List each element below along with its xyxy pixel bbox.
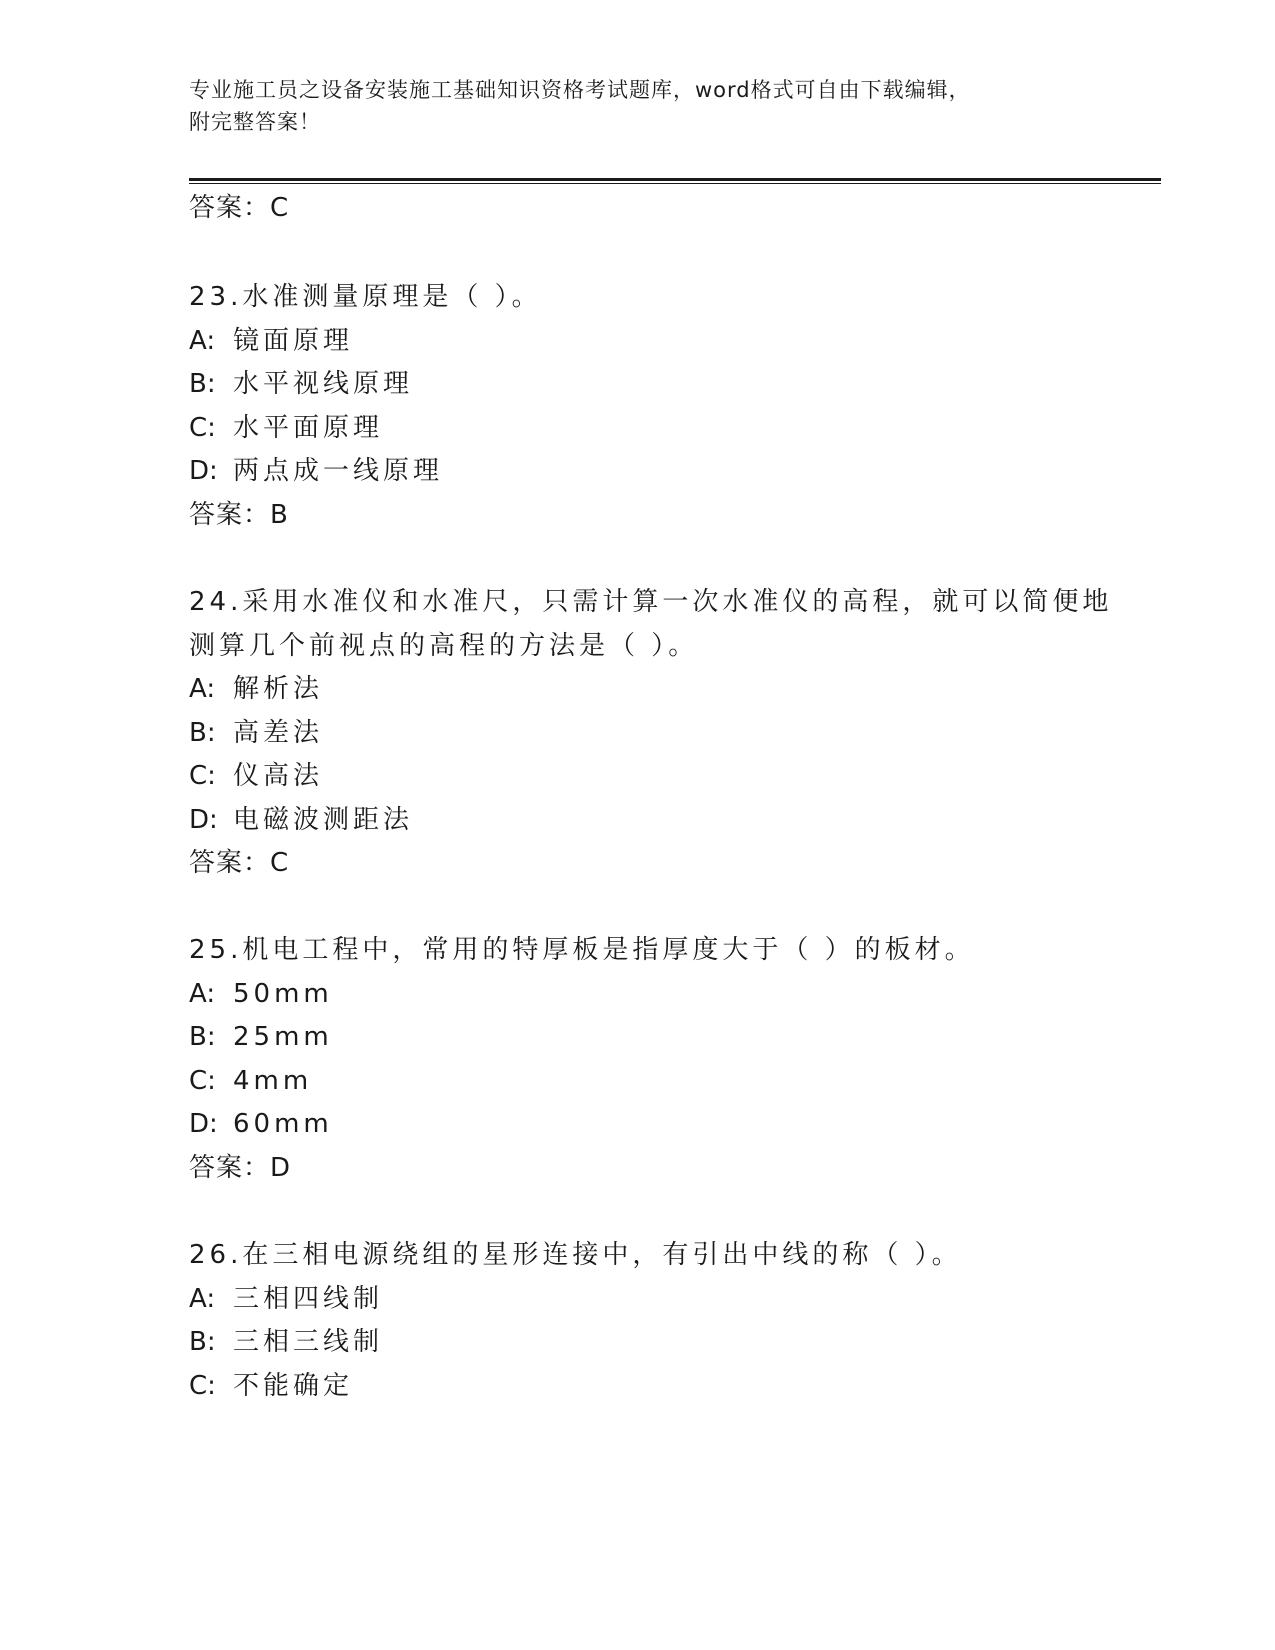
question-25-answer: 答案：D [189, 1153, 292, 1183]
option-text: 电磁波测距法 [233, 805, 414, 835]
question-26-stem: 26.在三相电源绕组的星形连接中，有引出中线的称（ ）。 [189, 1240, 962, 1270]
option-text: 水平面原理 [233, 413, 384, 443]
option-text: 仪高法 [233, 761, 324, 791]
option-letter: A: [189, 979, 216, 1009]
option-text: 不能确定 [233, 1371, 354, 1401]
question-23-option-d [189, 455, 443, 487]
question-23-option-b [189, 368, 413, 400]
option-letter: B: [189, 1022, 216, 1052]
header-divider-thin [189, 183, 1161, 184]
header-divider-thick [189, 178, 1161, 181]
document-header [189, 74, 1089, 138]
option-letter: B: [189, 1327, 216, 1357]
option-text: 60mm [233, 1109, 333, 1139]
option-letter: C: [189, 761, 216, 791]
question-26-option-c [189, 1370, 353, 1402]
question-25-option-c [189, 1065, 312, 1097]
option-text: 50mm [233, 979, 333, 1009]
option-letter: D: [189, 1109, 218, 1139]
previous-answer: 答案：C [189, 193, 290, 223]
question-24-stem-line-1: 24.采用水准仪和水准尺，只需计算一次水准仪的高程，就可以简便地 [189, 587, 1113, 617]
option-text: 解析法 [233, 674, 324, 704]
question-23-option-c [189, 412, 383, 444]
question-23-option-a [189, 325, 353, 357]
question-23-stem: 23.水准测量原理是（ ）。 [189, 282, 542, 312]
question-26-option-a [189, 1283, 383, 1315]
question-25-option-b [189, 1021, 333, 1053]
header-line-1: 专业施工员之设备安装施工基础知识资格考试题库，word格式可自由下载编辑， [189, 78, 971, 102]
option-letter: B: [189, 718, 216, 748]
option-text: 三相四线制 [233, 1284, 384, 1314]
question-24-option-c [189, 760, 323, 792]
option-text: 25mm [233, 1022, 333, 1052]
option-text: 镜面原理 [233, 326, 354, 356]
option-letter: D: [189, 805, 218, 835]
question-25-option-a [189, 978, 333, 1010]
question-25-option-d [189, 1108, 333, 1140]
question-23-answer: 答案：B [189, 500, 289, 530]
question-26-option-b [189, 1326, 383, 1358]
question-24-option-a [189, 673, 323, 705]
question-24-answer: 答案：C [189, 848, 290, 878]
option-letter: B: [189, 369, 216, 399]
option-letter: A: [189, 674, 216, 704]
option-letter: C: [189, 413, 216, 443]
option-text: 两点成一线原理 [233, 456, 444, 486]
option-text: 水平视线原理 [233, 369, 414, 399]
option-text: 4mm [233, 1066, 313, 1096]
question-24-option-d [189, 804, 413, 836]
header-line-2: 附完整答案！ [189, 110, 321, 134]
option-letter: D: [189, 456, 218, 486]
question-24-stem-line-2: 测算几个前视点的高程的方法是（ ）。 [189, 631, 699, 661]
question-24-option-b [189, 717, 323, 749]
option-text: 三相三线制 [233, 1327, 384, 1357]
option-letter: A: [189, 326, 216, 356]
option-text: 高差法 [233, 718, 324, 748]
option-letter: A: [189, 1284, 216, 1314]
option-letter: C: [189, 1371, 216, 1401]
option-letter: C: [189, 1066, 216, 1096]
question-25-stem: 25.机电工程中，常用的特厚板是指厚度大于（ ）的板材。 [189, 935, 975, 965]
